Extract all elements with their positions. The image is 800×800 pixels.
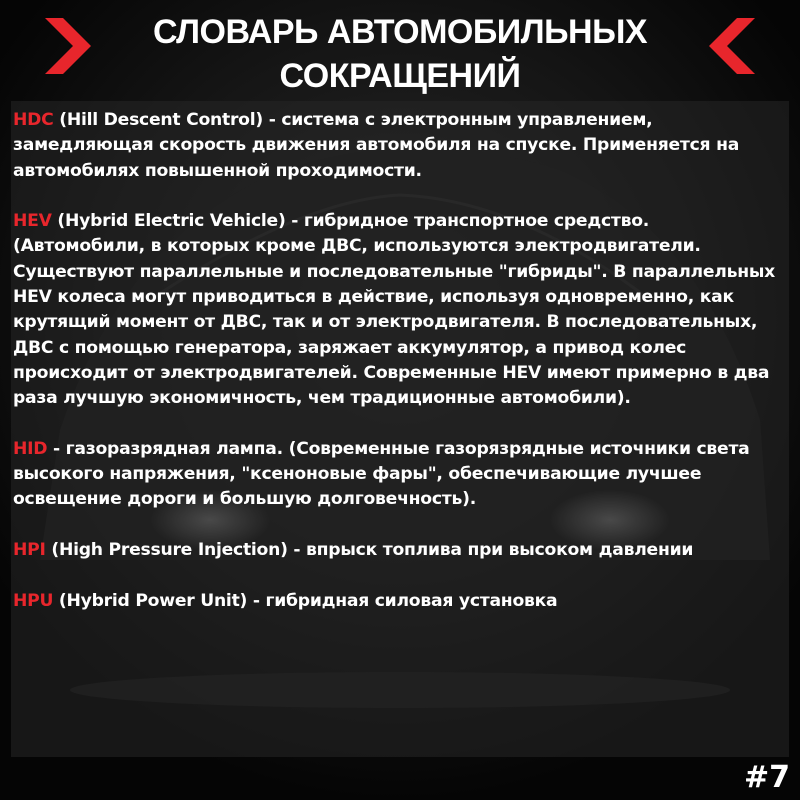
chevron-right-icon	[45, 18, 91, 74]
title-line-2: СОКРАЩЕНИЙ	[279, 57, 521, 95]
chevron-left-icon	[709, 18, 755, 74]
definition: (Hybrid Electric Vehicle) - гибридное транспортное средство. (Автомобили, в которых кроме ДВС, используются электродвигатели. Существуют параллельные и последовательные "гибриды". В параллельных HEV колеса могут приводиться в действие, используя одновременно, как крутящий момент от ДВС, так и от электродвигателя. В последовательных, ДВС с помощью генератора, заряжает аккумулятор, а привод колес происходит от электродвигателей. Современные HEV имеют примерно в два раза лучшую экономичность, чем традиционные автомобили).	[13, 211, 775, 409]
definition: (Hill Descent Control) - система с электронным управлением, замедляющая скорость движения автомобиля на спуске. Применяется на автомобилях повышенной проходимости.	[13, 110, 740, 181]
glossary-entry-hdc	[13, 108, 783, 184]
issue-number-badge: #7	[744, 760, 791, 795]
page-title	[110, 10, 690, 98]
abbreviation: HID	[13, 438, 48, 459]
glossary-entry-hid	[13, 437, 783, 513]
definition: (Hybrid Power Unit) - гибридная силовая установка	[53, 590, 558, 611]
definition: - газоразрядная лампа. (Современные газорязрядные источники света высокого напряжения, "ксеноновые фары", обеспечивающие лучшее освещение дороги и большую долговечность).	[13, 438, 750, 510]
abbreviation: HEV	[13, 211, 52, 232]
abbreviation: HPI	[13, 540, 46, 561]
glossary-entry-hev	[13, 209, 783, 411]
abbreviation: HPU	[13, 590, 54, 611]
glossary-entry-hpi	[13, 538, 783, 563]
glossary-list	[13, 108, 783, 639]
glossary-entry-hpu	[13, 589, 783, 614]
title-line-1: СЛОВАРЬ АВТОМОБИЛЬНЫХ	[152, 13, 648, 51]
definition: (High Pressure Injection) - впрыск топлива при высоком давлении	[45, 540, 694, 561]
abbreviation: HDC	[13, 110, 54, 130]
